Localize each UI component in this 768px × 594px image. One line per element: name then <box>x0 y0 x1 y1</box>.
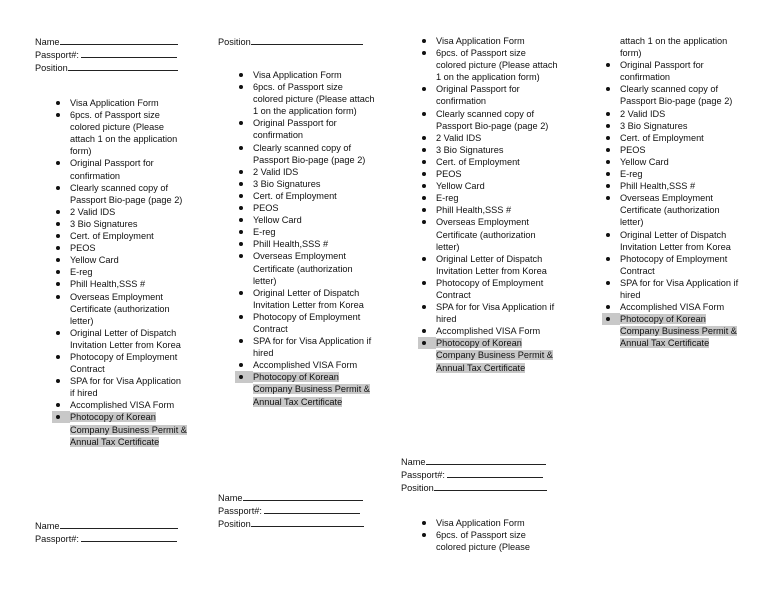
list-item: Visa Application Form <box>235 69 375 81</box>
list-item: Accomplished VISA Form <box>602 301 742 313</box>
bullet-icon <box>56 270 60 274</box>
name-line[interactable] <box>60 519 178 529</box>
passport-field <box>218 504 378 517</box>
bullet-icon <box>422 39 426 43</box>
list-item: Clearly scanned copy of Passport Bio-page (page 2) <box>52 182 188 206</box>
bullet-icon <box>56 295 60 299</box>
bullet-icon <box>422 136 426 140</box>
name-label: Name <box>218 493 243 503</box>
list-item: Cert. of Employment <box>602 132 742 144</box>
column-3-tail-list <box>418 517 558 553</box>
column-1-footer <box>35 519 195 545</box>
list-item-continued: attach 1 on the application form) <box>620 36 728 59</box>
list-item: Clearly scanned copy of Passport Bio-page (page 2) <box>235 142 375 166</box>
list-item: Photocopy of Employment Contract <box>602 253 742 277</box>
requirements-list <box>602 35 742 349</box>
name-field <box>218 491 378 504</box>
bullet-icon <box>56 186 60 190</box>
list-item: Original Letter of Dispatch Invitation Letter from Korea <box>52 327 188 351</box>
requirements-list <box>418 517 558 553</box>
bullet-icon <box>422 160 426 164</box>
bullet-icon <box>56 234 60 238</box>
list-item: Photocopy of Employment Contract <box>52 351 188 375</box>
name-line[interactable] <box>243 491 363 501</box>
bullet-icon <box>422 172 426 176</box>
column-3-fields <box>401 455 561 494</box>
position-line[interactable] <box>251 35 363 45</box>
passport-label: Passport#: <box>35 50 79 61</box>
passport-label: Passport#: <box>35 534 79 545</box>
bullet-icon <box>56 101 60 105</box>
bullet-icon <box>239 73 243 77</box>
position-line[interactable] <box>251 517 364 527</box>
bullet-icon <box>606 172 610 176</box>
bullet-icon <box>239 291 243 295</box>
column-3-list <box>418 35 558 374</box>
list-item: 6pcs. of Passport size colored picture (Please attach 1 on the application form) <box>52 109 188 157</box>
bullet-icon <box>422 533 426 537</box>
bullet-icon <box>56 282 60 286</box>
list-item: 6pcs. of Passport size colored picture (Please <box>418 529 558 553</box>
column-2-footer <box>218 491 378 530</box>
list-item: Photocopy of Employment Contract <box>418 277 558 301</box>
bullet-icon <box>422 329 426 333</box>
list-item: 3 Bio Signatures <box>235 178 375 190</box>
bullet-icon <box>239 85 243 89</box>
bullet-icon <box>239 315 243 319</box>
name-label: Name <box>35 37 60 47</box>
bullet-icon <box>56 210 60 214</box>
bullet-icon <box>239 254 243 258</box>
bullet-icon <box>239 242 243 246</box>
list-item: 3 Bio Signatures <box>602 120 742 132</box>
list-item: Accomplished VISA Form <box>52 399 188 411</box>
position-label: Position <box>35 63 68 74</box>
requirements-list <box>52 97 188 448</box>
bullet-icon <box>422 305 426 309</box>
list-item: 3 Bio Signatures <box>52 218 188 230</box>
bullet-icon <box>56 222 60 226</box>
list-item: SPA for for Visa Application if hired <box>602 277 742 301</box>
list-item: Visa Application Form <box>418 517 558 529</box>
bullet-icon <box>422 220 426 224</box>
list-item: Overseas Employment Certificate (authorization letter) <box>52 291 188 327</box>
list-item: Original Passport for confirmation <box>418 83 558 107</box>
list-item: Phill Health,SSS # <box>52 278 188 290</box>
bullet-icon <box>239 194 243 198</box>
list-item: Visa Application Form <box>52 97 188 109</box>
bullet-icon <box>239 170 243 174</box>
list-item: 2 Valid IDS <box>602 108 742 120</box>
list-item: Overseas Employment Certificate (authorization letter) <box>418 216 558 252</box>
list-item: Accomplished VISA Form <box>235 359 375 371</box>
position-label: Position <box>218 519 251 530</box>
passport-field <box>35 532 195 545</box>
list-item: Clearly scanned copy of Passport Bio-page (page 2) <box>602 83 742 107</box>
bullet-icon <box>422 196 426 200</box>
bullet-icon <box>422 521 426 525</box>
list-item: Yellow Card <box>418 180 558 192</box>
column-2 <box>218 35 378 48</box>
list-item: PEOS <box>602 144 742 156</box>
passport-field <box>401 468 561 481</box>
bullet-icon <box>56 246 60 250</box>
bullet-icon <box>239 206 243 210</box>
list-item: PEOS <box>235 202 375 214</box>
list-item: Original Letter of Dispatch Invitation Letter from Korea <box>418 253 558 277</box>
bullet-icon <box>422 112 426 116</box>
position-line[interactable] <box>434 481 547 491</box>
position-field <box>218 517 378 530</box>
list-item: E-reg <box>52 266 188 278</box>
bullet-icon <box>239 182 243 186</box>
passport-line[interactable] <box>81 532 177 542</box>
bullet-icon <box>606 112 610 116</box>
list-item: Original Letter of Dispatch Invitation Letter from Korea <box>235 287 375 311</box>
passport-line[interactable] <box>447 468 543 478</box>
column-4-list <box>602 35 742 349</box>
list-item: 3 Bio Signatures <box>418 144 558 156</box>
list-item-highlighted: Photocopy of Korean Company Business Permit & Annual Tax Certificate <box>52 411 188 447</box>
position-label: Position <box>401 483 434 494</box>
list-item: 2 Valid IDS <box>235 166 375 178</box>
bullet-icon <box>606 124 610 128</box>
list-item: 6pcs. of Passport size colored picture (Please attach 1 on the application form) <box>235 81 375 117</box>
bullet-icon <box>239 146 243 150</box>
bullet-icon <box>422 184 426 188</box>
list-item: PEOS <box>418 168 558 180</box>
list-item: Original Letter of Dispatch Invitation Letter from Korea <box>602 229 742 253</box>
position-field <box>218 35 378 48</box>
passport-field <box>35 48 195 61</box>
list-item: Yellow Card <box>52 254 188 266</box>
bullet-icon <box>239 218 243 222</box>
list-item: Yellow Card <box>602 156 742 168</box>
list-item: 6pcs. of Passport size colored picture (Please attach 1 on the application form) <box>418 47 558 83</box>
bullet-icon <box>56 161 60 165</box>
name-field <box>401 455 561 468</box>
name-label: Name <box>35 521 60 531</box>
passport-label: Passport#: <box>218 506 262 517</box>
list-item: Visa Application Form <box>418 35 558 47</box>
bullet-icon <box>56 113 60 117</box>
bullet-icon <box>56 331 60 335</box>
position-field <box>401 481 561 494</box>
bullet-icon <box>606 136 610 140</box>
name-line[interactable] <box>426 455 546 465</box>
list-item: Accomplished VISA Form <box>418 325 558 337</box>
list-item: Cert. of Employment <box>52 230 188 242</box>
bullet-icon <box>606 281 610 285</box>
list-item: Original Passport for confirmation <box>602 59 742 83</box>
passport-line[interactable] <box>264 504 360 514</box>
list-item-highlighted: Photocopy of Korean Company Business Permit & Annual Tax Certificate <box>602 313 742 349</box>
column-1-list <box>52 97 188 448</box>
list-item: Overseas Employment Certificate (authorization letter) <box>235 250 375 286</box>
requirements-list <box>235 69 375 408</box>
passport-line[interactable] <box>81 48 177 58</box>
bullet-icon <box>239 121 243 125</box>
list-item: Cert. of Employment <box>235 190 375 202</box>
column-2-list <box>235 69 375 408</box>
bullet-icon <box>56 379 60 383</box>
position-field <box>35 61 195 74</box>
bullet-icon <box>56 258 60 262</box>
list-item: Phill Health,SSS # <box>418 204 558 216</box>
bullet-icon <box>422 208 426 212</box>
name-field <box>35 35 195 48</box>
bullet-icon <box>606 233 610 237</box>
list-item: Photocopy of Employment Contract <box>235 311 375 335</box>
bullet-icon <box>606 87 610 91</box>
bullet-icon <box>606 257 610 261</box>
name-field <box>35 519 195 532</box>
bullet-icon <box>239 339 243 343</box>
bullet-icon <box>606 196 610 200</box>
name-label: Name <box>401 457 426 467</box>
list-item: PEOS <box>52 242 188 254</box>
list-item: E-reg <box>418 192 558 204</box>
list-item: 2 Valid IDS <box>52 206 188 218</box>
bullet-icon <box>422 148 426 152</box>
list-item: Original Passport for confirmation <box>235 117 375 141</box>
position-label: Position <box>218 37 251 47</box>
list-item: E-reg <box>602 168 742 180</box>
name-line[interactable] <box>60 35 178 45</box>
bullet-icon <box>56 403 60 407</box>
list-item: E-reg <box>235 226 375 238</box>
position-line[interactable] <box>68 61 178 71</box>
list-item: Original Passport for confirmation <box>52 157 188 181</box>
bullet-icon <box>606 63 610 67</box>
passport-label: Passport#: <box>401 470 445 481</box>
bullet-icon <box>606 148 610 152</box>
list-item: SPA for for Visa Application if hired <box>52 375 188 399</box>
bullet-icon <box>239 230 243 234</box>
list-item: SPA for for Visa Application if hired <box>235 335 375 359</box>
bullet-icon <box>606 184 610 188</box>
list-item: Cert. of Employment <box>418 156 558 168</box>
bullet-icon <box>422 257 426 261</box>
bullet-icon <box>606 160 610 164</box>
bullet-icon <box>422 51 426 55</box>
requirements-list <box>418 35 558 374</box>
bullet-icon <box>56 355 60 359</box>
list-item: Clearly scanned copy of Passport Bio-page (page 2) <box>418 108 558 132</box>
list-item: SPA for for Visa Application if hired <box>418 301 558 325</box>
list-item: Yellow Card <box>235 214 375 226</box>
column-1 <box>35 35 195 74</box>
bullet-icon <box>239 363 243 367</box>
bullet-icon <box>606 305 610 309</box>
list-item: Overseas Employment Certificate (authorization letter) <box>602 192 742 228</box>
list-item: Phill Health,SSS # <box>602 180 742 192</box>
list-item: 2 Valid IDS <box>418 132 558 144</box>
bullet-icon <box>422 281 426 285</box>
list-item: Phill Health,SSS # <box>235 238 375 250</box>
list-item-highlighted: Photocopy of Korean Company Business Permit & Annual Tax Certificate <box>418 337 558 373</box>
list-item-highlighted: Photocopy of Korean Company Business Permit & Annual Tax Certificate <box>235 371 375 407</box>
bullet-icon <box>422 87 426 91</box>
